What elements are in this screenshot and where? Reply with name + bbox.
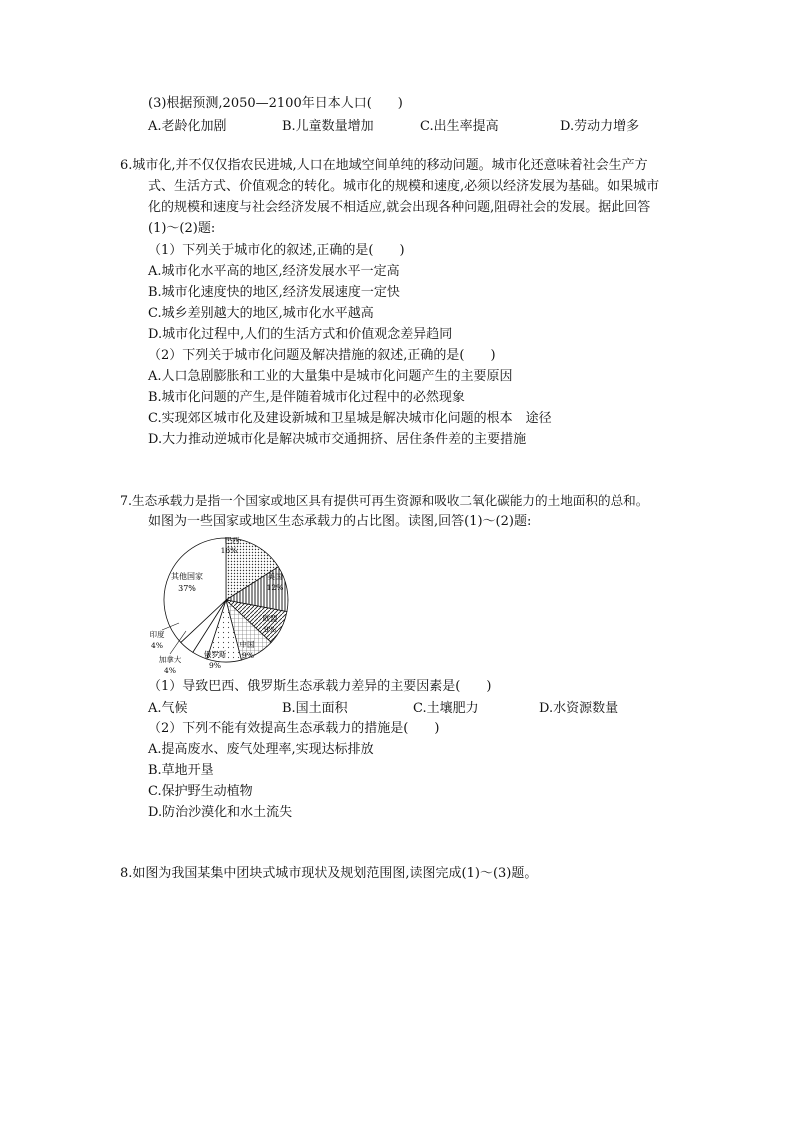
q5-sub3-text: (3)根据预测,2050—2100年日本人口( ) <box>148 96 403 111</box>
q6-sub1-option-a: A.城市化水平高的地区,经济发展水平一定高 <box>148 264 400 279</box>
q7-sub1-text: （1）导致巴西、俄罗斯生态承载力差异的主要因素是( ) <box>148 679 492 694</box>
q6-stem-line3: 化的规模和速度与社会经济发展不相适应,就会出现各种问题,阻碍社会的发展。据此回答 <box>148 200 651 215</box>
pie-label-russia: 俄罗斯 <box>203 650 227 659</box>
q6-sub2-text: （2）下列关于城市化问题及解决措施的叙述,正确的是( ) <box>148 348 496 363</box>
pie-label-usa: 美国 <box>267 572 283 581</box>
q6-stem-line4: (1)～(2)题: <box>148 221 216 236</box>
pie-value-brazil: 16% <box>220 546 238 555</box>
q7-sub1-option-b: B.国土面积 <box>282 701 348 716</box>
q5-option-d: D.劳动力增多 <box>560 119 640 134</box>
pie-label-brazil: 巴西 <box>224 536 240 545</box>
q6-stem-line2: 式、生活方式、价值观念的转化。城市化的规模和速度,必须以经济发展为基础。如果城市 <box>148 179 660 194</box>
q6-sub1-text: （1）下列关于城市化的叙述,正确的是( ) <box>148 243 405 258</box>
pie-value-russia: 9% <box>209 661 221 670</box>
pie-value-canada: 4% <box>164 666 176 675</box>
q8-stem: 8.如图为我国某集中团块式城市现状及规划范围图,读图完成(1)～(3)题。 <box>120 866 538 881</box>
pie-value-china: 9% <box>242 651 254 660</box>
pie-label-eu: 欧盟 <box>262 614 278 623</box>
q7-sub1-option-d: D.水资源数量 <box>539 701 619 716</box>
q7-sub2-option-d: D.防治沙漠化和水土流失 <box>148 805 293 820</box>
q7-sub2-option-c: C.保护野生动植物 <box>148 784 253 799</box>
pie-chart <box>146 530 306 678</box>
q6-sub1-option-b: B.城市化速度快的地区,经济发展速度一定快 <box>148 285 400 300</box>
pie-value-india: 4% <box>151 641 163 650</box>
q7-sub1-option-c: C.土壤肥力 <box>413 701 479 716</box>
q6-sub1-option-c: C.城乡差别越大的地区,城市化水平越高 <box>148 306 374 321</box>
q7-sub2-text: （2）下列不能有效提高生态承载力的措施是( ) <box>148 721 440 736</box>
q6-sub2-option-c: C.实现郊区城市化及建设新城和卫星城是解决城市化问题的根本 途径 <box>148 411 552 426</box>
pie-label-others: 其他国家 <box>171 572 203 581</box>
q5-option-a: A.老龄化加剧 <box>148 119 227 134</box>
q5-option-b: B.儿童数量增加 <box>282 119 374 134</box>
pie-label-india: 印度 <box>149 630 165 639</box>
pie-value-others: 37% <box>178 584 196 593</box>
pie-value-eu: 9% <box>264 625 276 634</box>
q6-stem-line1: 6.城市化,并不仅仅指农民进城,人口在地域空间单纯的移动问题。城市化还意味着社会生产方 <box>120 158 648 173</box>
q7-sub2-option-b: B.草地开垦 <box>148 763 214 778</box>
q7-sub1-option-a: A.气候 <box>148 701 188 716</box>
pie-label-canada: 加拿大 <box>158 655 182 664</box>
q6-sub1-option-d: D.城市化过程中,人们的生活方式和价值观念差异趋同 <box>148 327 453 342</box>
q7-stem-line1: 7.生态承载力是指一个国家或地区具有提供可再生资源和吸收二氧化碳能力的土地面积的总和。 <box>120 493 649 508</box>
q5-option-c: C.出生率提高 <box>420 119 499 134</box>
q7-sub2-option-a: A.提高废水、废气处理率,实现达标排放 <box>148 742 374 757</box>
pie-label-china: 中国 <box>239 640 255 649</box>
q6-sub2-option-d: D.大力推动逆城市化是解决城市交通拥挤、居住条件差的主要措施 <box>148 432 527 447</box>
q7-stem-line2: 如图为一些国家或地区生态承载力的占比图。读图,回答(1)～(2)题: <box>148 514 532 529</box>
q6-sub2-option-a: A.人口急剧膨胀和工业的大量集中是城市化问题产生的主要原因 <box>148 369 513 384</box>
q6-sub2-option-b: B.城市化问题的产生,是伴随着城市化过程中的必然现象 <box>148 390 465 405</box>
pie-value-usa: 12% <box>266 583 284 592</box>
